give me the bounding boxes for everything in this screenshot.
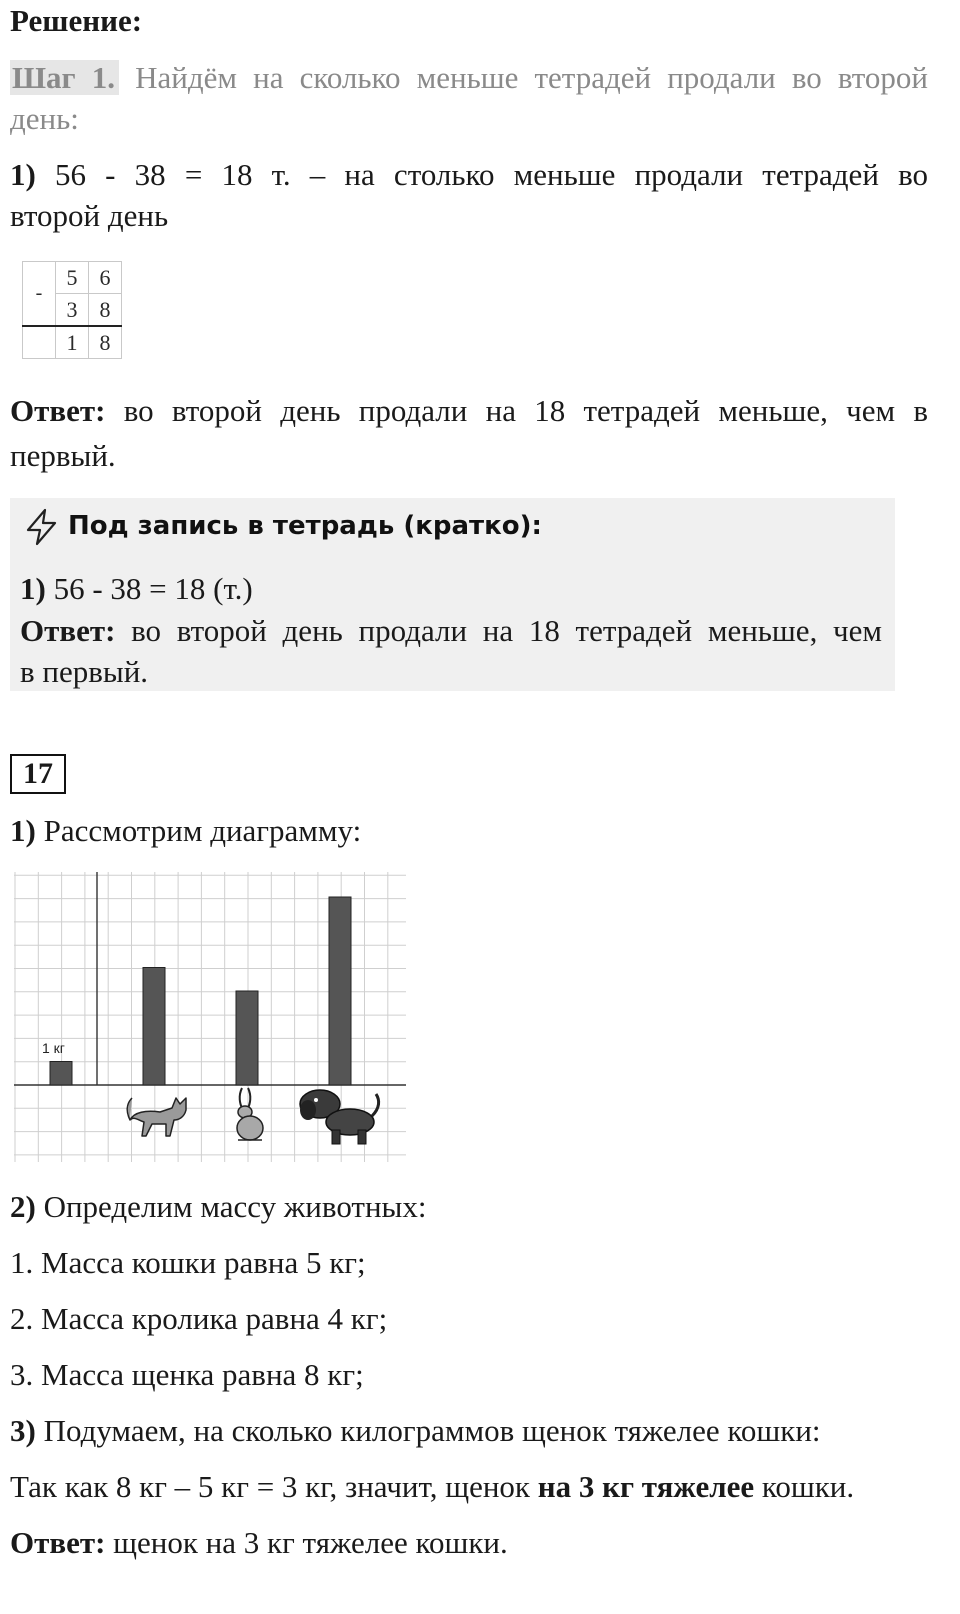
step1-line: Шаг 1. Найдём на сколько меньше тетрадей продали во второй <box>12 60 929 95</box>
notebook-line-1: 1) 56 - 38 = 18 (т.) <box>20 571 253 606</box>
notebook-answer-2: в первый. <box>20 654 149 689</box>
bar-2 <box>236 991 258 1085</box>
chart-svg <box>14 864 406 1164</box>
bar-chart <box>14 864 406 1169</box>
column-subtraction <box>22 261 122 359</box>
unit-label: 1 кг <box>42 1040 65 1056</box>
calc-line-1: 1) 56 - 38 = 18 т. – на столько меньше продали тетрадей во <box>10 157 928 192</box>
list-item: 1. Масса кошки равна 5 кг; <box>10 1245 366 1280</box>
final-answer: Ответ: щенок на 3 кг тяжелее кошки. <box>10 1525 508 1560</box>
puppy-icon <box>300 1090 379 1144</box>
list-item: 3. Масса щенка равна 8 кг; <box>10 1357 364 1392</box>
rabbit-icon <box>237 1088 263 1140</box>
empty-cell <box>23 326 56 359</box>
step1-label: Шаг 1. <box>10 60 119 95</box>
answer-1: Ответ: во второй день продали на 18 тетрадей меньше, чем в <box>10 393 929 428</box>
digit: 8 <box>89 326 122 359</box>
notebook-box <box>10 498 895 691</box>
digit: 1 <box>56 326 89 359</box>
answer-1b: первый. <box>10 438 116 473</box>
task-point-2: 2) Определим массу животных: <box>10 1189 427 1224</box>
calc-line-1b: второй день <box>10 198 169 233</box>
digit: 8 <box>89 294 122 327</box>
list-item: 2. Масса кролика равна 4 кг; <box>10 1301 388 1336</box>
notebook-answer: Ответ: во второй день продали на 18 тетрадей меньше, чем <box>20 613 882 648</box>
bar-1 <box>143 968 165 1086</box>
solution-heading: Решение: <box>10 3 143 38</box>
digit: 3 <box>56 294 89 327</box>
task-point-3: 3) Подумаем, на сколько килограммов щенок тяжелее кошки: <box>10 1413 821 1448</box>
minus-sign: - <box>23 262 56 327</box>
step1-line-2: день: <box>10 101 79 136</box>
bar-3 <box>329 897 351 1085</box>
task-number: 17 <box>10 754 66 794</box>
digit: 6 <box>89 262 122 294</box>
calc-line-2: Так как 8 кг – 5 кг = 3 кг, значит, щенок на 3 кг тяжелее кошки. <box>10 1469 855 1504</box>
cat-icon <box>127 1098 186 1136</box>
lightning-icon <box>22 507 62 547</box>
digit: 5 <box>56 262 89 294</box>
bar-0 <box>50 1062 72 1086</box>
notebook-box-title: Под запись в тетрадь (кратко): <box>22 504 542 548</box>
task-point-1: 1) Рассмотрим диаграмму: <box>10 813 362 848</box>
